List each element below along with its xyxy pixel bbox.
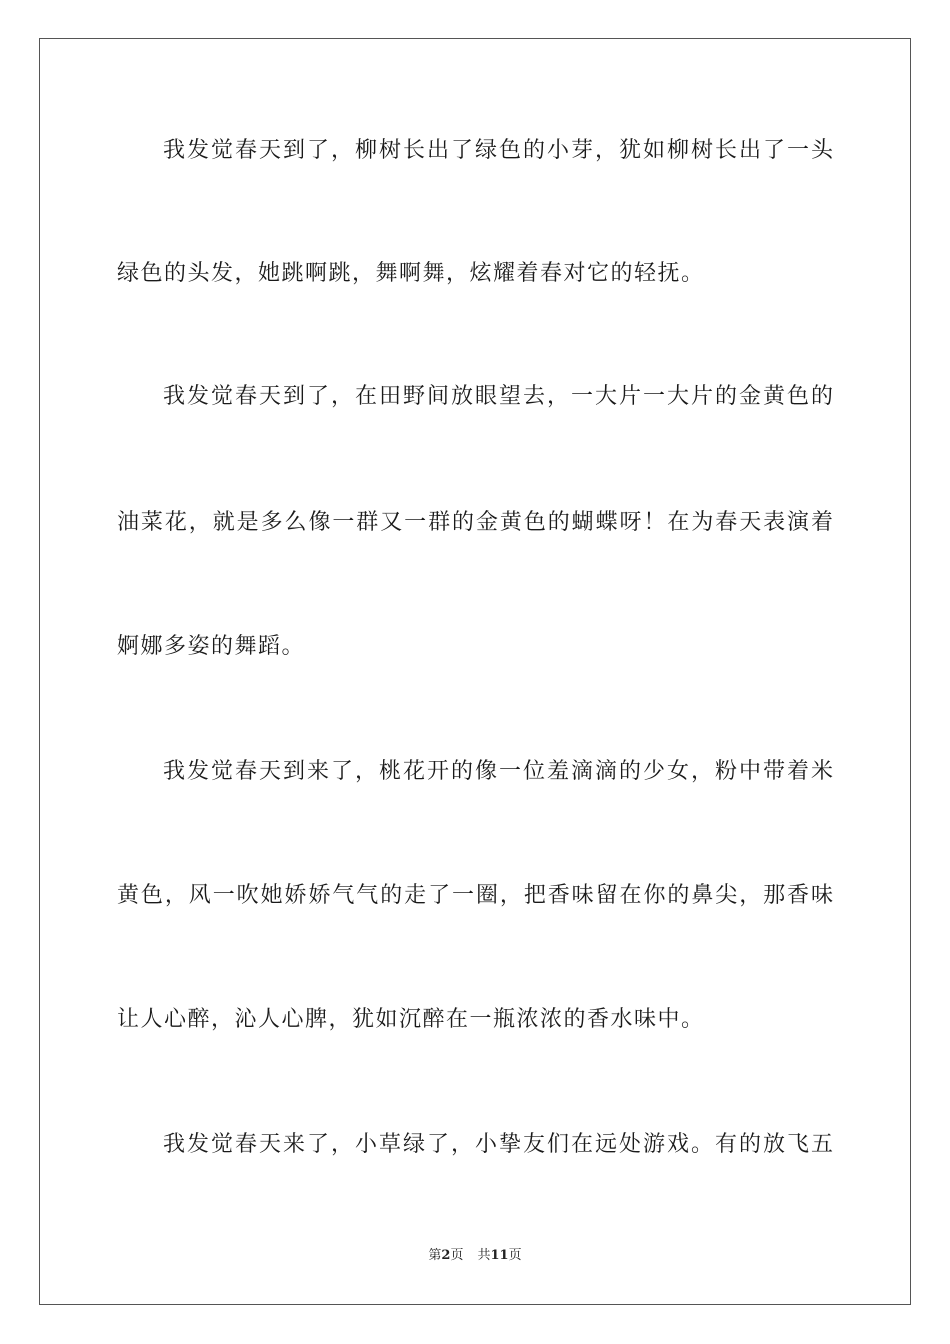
- text-line-2: 绿色的头发，她跳啊跳，舞啊舞，炫耀着春对它的轻抚。: [117, 261, 705, 286]
- text-line-3: 我发觉春天到了，在田野间放眼望去，一大片一大片的金黄色的: [163, 384, 833, 409]
- page-number: 2: [441, 1248, 451, 1263]
- text-line-9: 我发觉春天来了，小草绿了，小挚友们在远处游戏。有的放飞五: [163, 1132, 833, 1157]
- text-line-8: 让人心醉，沁人心脾，犹如沉醉在一瓶浓浓的香水味中。: [117, 1007, 705, 1032]
- page-suffix: 页: [450, 1248, 464, 1263]
- page-border: [39, 38, 911, 1305]
- text-line-4: 油菜花，就是多么像一群又一群的金黄色的蝴蝶呀！在为春天表演着: [117, 510, 833, 535]
- text-line-1: 我发觉春天到了，柳树长出了绿色的小芽，犹如柳树长出了一头: [163, 138, 833, 163]
- total-pages: 11: [490, 1248, 509, 1263]
- page-prefix: 第: [428, 1248, 442, 1263]
- total-suffix: 页: [508, 1248, 522, 1263]
- text-line-5: 婀娜多姿的舞蹈。: [117, 634, 306, 659]
- total-prefix: 共: [477, 1248, 491, 1263]
- text-line-7: 黄色，风一吹她娇娇气气的走了一圈，把香味留在你的鼻尖，那香味: [117, 883, 833, 908]
- text-line-6: 我发觉春天到来了，桃花开的像一位羞滴滴的少女，粉中带着米: [163, 759, 833, 784]
- page-footer: [0, 1247, 950, 1265]
